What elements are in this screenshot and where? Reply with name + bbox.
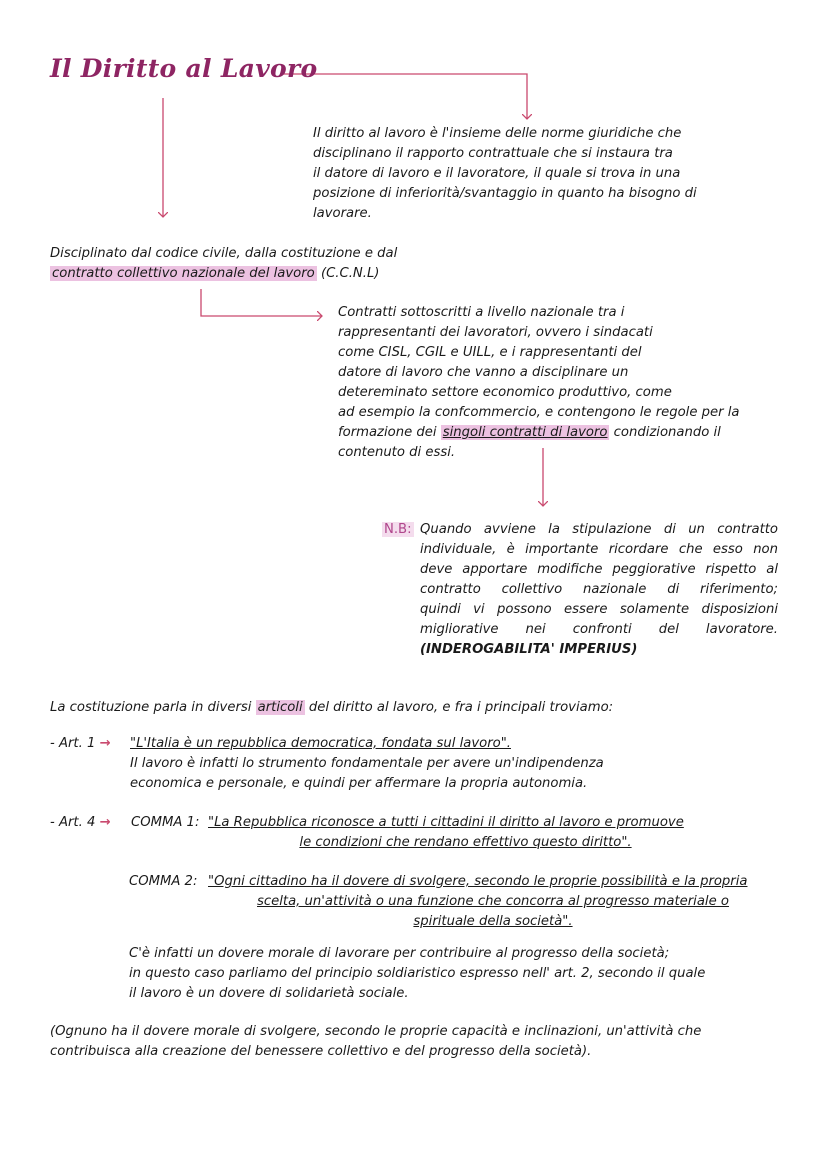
arrow-icon: →: [99, 736, 111, 751]
explain-line: il lavoro è un dovere di solidarietà sociale.: [129, 986, 409, 1001]
ccnl-line: ad esempio la confcommercio, e contengono le regole per la: [338, 405, 740, 420]
sources-line: Disciplinato dal codice civile, dalla costituzione e dal: [50, 246, 398, 261]
nb-line: Quando avviene la stipulazione di un contratto: [420, 522, 778, 537]
ccnl-line: detereminato settore economico produttivo, come: [338, 385, 672, 400]
sources-text: [50, 244, 397, 284]
definition-line: posizione di inferiorità/svantaggio in quanto ha bisogno di: [313, 186, 697, 201]
art4-explanation: [129, 944, 705, 1004]
nb-line: contratto collettivo nazionale di riferimento;: [420, 582, 778, 597]
intro-text: La costituzione parla in diversi: [50, 700, 252, 715]
art1-label: [50, 734, 111, 754]
nb-line: migliorative nei confronti del lavoratore.: [420, 622, 778, 637]
ccnl-description: [338, 303, 740, 463]
ccnl-line: contenuto di essi.: [338, 445, 456, 460]
comma2-line: spirituale della società".: [413, 914, 573, 929]
comma2-label: COMMA 2:: [129, 874, 198, 889]
art1-body: [130, 734, 604, 794]
nb-line: individuale, è importante ricordare che esso non: [420, 542, 778, 557]
comma1-line: "La Repubblica riconosce a tutti i cittadini il diritto al lavoro e promuove: [208, 815, 684, 830]
arrow-icon: →: [99, 815, 111, 830]
art4-label: [50, 813, 111, 833]
ccnl-line: come CISL, CGIL e UILL, e i rappresentanti del: [338, 345, 642, 360]
art1-line: economica e personale, e quindi per affermare la propria autonomia.: [130, 776, 588, 791]
ccnl-line: condizionando il: [613, 425, 721, 440]
nb-line: deve apportare modifiche peggiorative rispetto al: [420, 562, 778, 577]
closing-line: (Ognuno ha il dovere morale di svolgere, secondo le proprie capacità e inclinazioni, un'attività che: [50, 1024, 702, 1039]
intro-text: del diritto al lavoro, e fra i principali troviamo:: [308, 700, 614, 715]
art1-label-text: - Art. 1: [50, 736, 96, 751]
art1-quote: "L'Italia è un repubblica democratica, fondata sul lavoro".: [130, 736, 511, 751]
closing-line: contribuisca alla creazione del benessere collettivo e del progresso della società).: [50, 1044, 592, 1059]
comma2-line: "Ogni cittadino ha il dovere di svolgere, secondo le proprie possibilità e la propria: [208, 874, 748, 889]
definition-line: il datore di lavoro e il lavoratore, il quale si trova in una: [313, 166, 681, 181]
nb-label-text: N.B:: [384, 522, 412, 537]
nb-bold-line: (INDEROGABILITA' IMPERIUS): [420, 642, 638, 657]
ccnl-to-contracts-arrow: [201, 289, 322, 316]
page-title: Il Diritto al Lavoro: [50, 54, 318, 83]
nb-line: quindi vi possono essere solamente disposizioni: [420, 602, 778, 617]
articoli-highlight: articoli: [257, 700, 303, 715]
nb-text: [420, 520, 778, 660]
definition-line: lavorare.: [313, 206, 372, 221]
comma1-label: COMMA 1:: [131, 815, 200, 830]
ccnl-line: datore di lavoro che vanno a disciplinare un: [338, 365, 629, 380]
articles-intro: [50, 698, 613, 718]
explain-line: in questo caso parliamo del principio soldiaristico espresso nell' art. 2, secondo il quale: [129, 966, 706, 981]
comma1-quote: [208, 813, 723, 853]
closing-note: [50, 1022, 701, 1062]
definition-text: [313, 124, 697, 224]
definition-line: Il diritto al lavoro è l'insieme delle norme giuridiche che: [313, 126, 682, 141]
comma2-quote: [208, 872, 778, 932]
ccnl-line: rappresentanti dei lavoratori, ovvero i sindacati: [338, 325, 653, 340]
single-contracts-highlight: singoli contratti di lavoro: [442, 425, 608, 440]
nb-label: [382, 520, 414, 540]
comma2-line: scelta, un'attività o una funzione che concorra al progresso materiale o: [257, 894, 729, 909]
ccnl-line: formazione dei: [338, 425, 437, 440]
art4-label-text: - Art. 4: [50, 815, 96, 830]
explain-line: C'è infatti un dovere morale di lavorare per contribuire al progresso della società;: [129, 946, 670, 961]
ccnl-line: Contratti sottoscritti a livello nazionale tra i: [338, 305, 625, 320]
comma1-line: le condizioni che rendano effettivo questo diritto".: [299, 835, 632, 850]
ccnl-abbr: (C.C.N.L): [320, 266, 380, 281]
definition-line: disciplinano il rapporto contrattuale che si instaura tra: [313, 146, 673, 161]
art1-line: Il lavoro è infatti lo strumento fondamentale per avere un'indipendenza: [130, 756, 604, 771]
ccnl-highlight: contratto collettivo nazionale del lavoro: [52, 266, 315, 281]
